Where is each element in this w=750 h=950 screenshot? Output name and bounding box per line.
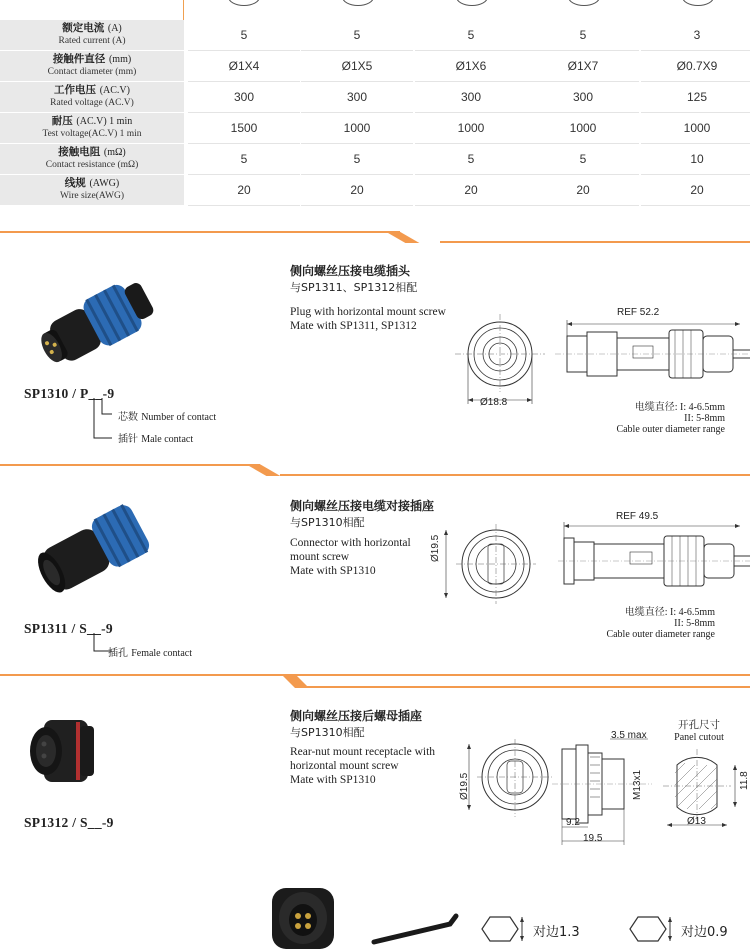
sp1311-model: SP1311 / S__-9 <box>24 621 113 636</box>
dim-label: Ø19.5 <box>430 534 441 562</box>
section-1-heading <box>290 262 417 295</box>
tab-corner <box>246 464 281 476</box>
dim-label: REF 49.5 <box>616 511 659 522</box>
desc-line: Connector with horizontal <box>290 537 411 549</box>
legend-en: Female contact <box>131 648 192 659</box>
desc-line: Mate with SP1310 <box>290 565 376 577</box>
spec-label-zh <box>0 115 184 128</box>
spec-label-zh-text: 线规 <box>64 177 86 189</box>
desc-line: Mate with SP1310 <box>290 774 376 786</box>
legend-en: Male contact <box>141 434 194 445</box>
desc-line: Mate with SP1311, SP1312 <box>290 320 417 332</box>
spec-cell: 300 <box>415 82 527 113</box>
sp1311-front-view-drawing <box>436 522 546 610</box>
desc-line: Rear-nut mount receptacle with <box>290 746 436 758</box>
connector-face-icon <box>228 0 260 6</box>
spec-cell: 5 <box>188 144 300 175</box>
tab-corner <box>281 674 309 688</box>
spec-label-en: Test voltage(AC.V) 1 min <box>42 129 142 139</box>
spec-cell: 5 <box>527 20 639 51</box>
spec-label-en: Wire size(AWG) <box>59 191 124 201</box>
dim-label: Ø19.5 <box>459 772 470 800</box>
spec-label-unit: (AC.V) 1 min <box>76 116 133 127</box>
tool-label: 对边1.3 <box>533 925 580 940</box>
connector-face-icon <box>682 0 714 6</box>
spec-cell: 300 <box>527 82 639 113</box>
cable-line: : I: 4-6.5mm <box>674 402 725 413</box>
spec-label-unit: (mm) <box>108 54 132 65</box>
spec-cell: 10 <box>641 144 750 175</box>
spec-cell: 20 <box>301 175 413 206</box>
section-mate: 与SP1310相配 <box>290 726 365 739</box>
spec-row-label <box>0 113 184 144</box>
dim-label: 19.5 <box>583 833 603 844</box>
section-mate: 与SP1311、SP1312相配 <box>290 281 418 294</box>
panel-en: Panel cutout <box>674 732 724 743</box>
legend-item <box>118 430 193 445</box>
spec-table <box>0 0 750 204</box>
section-2-desc <box>290 536 440 578</box>
spec-cell: 20 <box>641 175 750 206</box>
spec-label-en: Contact diameter (mm) <box>47 67 137 77</box>
tool-label: 对边0.9 <box>681 925 728 940</box>
spec-label-zh-text: 接触件直径 <box>52 53 106 65</box>
spec-label-unit: (mΩ) <box>103 147 126 158</box>
connector-face-icon <box>342 0 374 6</box>
section-3-desc <box>290 745 460 787</box>
dim-label: 3.5 max <box>611 730 647 741</box>
dim-label: Ø13 <box>687 816 706 827</box>
spec-cell: 300 <box>301 82 413 113</box>
spec-label-zh <box>0 53 184 66</box>
spec-label-zh-text: 耐压 <box>51 115 73 127</box>
spec-label-unit: (A) <box>107 23 122 34</box>
spec-row-label <box>0 144 184 175</box>
dim-label: REF 52.2 <box>617 307 660 318</box>
legend-en: Number of contact <box>141 412 217 423</box>
spec-label-zh-text: 额定电流 <box>62 22 105 34</box>
spec-cell: Ø1X7 <box>527 51 639 82</box>
spec-cell: 125 <box>641 82 750 113</box>
spec-row-label <box>0 51 184 82</box>
tab-corner <box>385 231 420 243</box>
spec-row <box>0 82 750 113</box>
spec-row-label <box>0 20 184 51</box>
section-divider <box>0 464 260 466</box>
spec-cell: 5 <box>188 20 300 51</box>
sp1311-side-view-drawing <box>558 522 750 602</box>
cable-line: II: 5-8mm <box>684 413 725 424</box>
cable-line: Cable outer diameter range <box>606 629 715 640</box>
section-divider <box>440 241 750 243</box>
legend-bracket <box>84 398 114 442</box>
section-divider <box>280 474 750 476</box>
spec-label-zh <box>0 177 184 190</box>
spec-cell: Ø0.7X9 <box>641 51 750 82</box>
spec-cell: Ø1X6 <box>415 51 527 82</box>
spec-label-unit: (AC.V) <box>99 85 130 96</box>
dim-label: Ø18.8 <box>480 397 508 408</box>
spec-label-zh-text: 接触电阻 <box>58 146 101 158</box>
spec-row <box>0 144 750 175</box>
spec-row <box>0 51 750 82</box>
cable-zh: 电缆直径 <box>624 607 665 618</box>
spec-label-zh <box>0 22 184 35</box>
desc-line: horizontal mount screw <box>290 760 399 772</box>
spec-cell: Ø1X5 <box>301 51 413 82</box>
spec-cell: 5 <box>301 144 413 175</box>
dim-label: 11.8 <box>739 771 750 790</box>
sp1310-side-view-drawing <box>555 316 750 396</box>
spec-label-zh <box>0 146 184 159</box>
dim-label: 9.2 <box>566 817 580 828</box>
sp1311-product-photo <box>14 495 174 605</box>
hex-1-3-icon <box>474 914 530 944</box>
hex-0-9-icon <box>622 914 678 944</box>
cable-range <box>575 402 725 435</box>
cable-zh: 电缆直径 <box>634 402 675 413</box>
legend-zh: 芯数 <box>118 412 138 423</box>
section-divider <box>0 674 750 676</box>
spec-row <box>0 20 750 51</box>
spec-label-zh <box>0 84 184 97</box>
panel-zh: 开孔尺寸 <box>678 719 720 731</box>
sp1312-product-photo <box>22 712 102 792</box>
spec-cell: 5 <box>301 20 413 51</box>
sp1312-front-view-drawing <box>455 735 555 825</box>
spec-cell: 300 <box>188 82 300 113</box>
section-1-desc <box>290 305 458 333</box>
cable-range <box>563 607 715 640</box>
connector-face-icon <box>568 0 600 6</box>
spec-cell: 1000 <box>641 113 750 144</box>
spec-cell: 20 <box>415 175 527 206</box>
hex-key-photo <box>370 910 465 950</box>
cable-line: Cable outer diameter range <box>616 424 725 435</box>
spec-cell: 20 <box>188 175 300 206</box>
section-2-heading <box>290 497 434 530</box>
desc-line: Plug with horizontal mount screw <box>290 306 446 318</box>
spec-cell: 5 <box>415 20 527 51</box>
sp1310-model: SP1310 / P__-9 <box>24 386 115 401</box>
sp1312-model: SP1312 / S__-9 <box>24 815 114 830</box>
spec-cell: 5 <box>527 144 639 175</box>
legend-item <box>108 644 192 659</box>
cable-line: : I: 4-6.5mm <box>664 607 715 618</box>
spec-row-label <box>0 82 184 113</box>
panel-cutout-heading <box>664 717 734 743</box>
section-title: 侧向螺丝压接后螺母插座 <box>290 709 423 723</box>
section-3-heading <box>290 707 422 740</box>
spec-row-label <box>0 175 184 206</box>
legend-zh: 插孔 <box>108 648 128 659</box>
desc-line: mount screw <box>290 551 350 563</box>
legend-zh: 插针 <box>118 434 138 445</box>
spec-cell: 1000 <box>415 113 527 144</box>
sp1310-product-photo <box>14 265 174 385</box>
spec-cell: 5 <box>415 144 527 175</box>
spec-label-unit: (AWG) <box>89 178 120 189</box>
spec-label-en: Rated current (A) <box>58 36 126 46</box>
spec-cell: Ø1X4 <box>188 51 300 82</box>
spec-cell: 20 <box>527 175 639 206</box>
spec-cell: 3 <box>641 20 750 51</box>
spec-row <box>0 175 750 206</box>
spec-label-en: Contact resistance (mΩ) <box>45 160 139 170</box>
spec-label-en: Rated voltage (AC.V) <box>50 98 134 108</box>
connector-face-icon <box>456 0 488 6</box>
cable-line: II: 5-8mm <box>674 618 715 629</box>
section-mate: 与SP1310相配 <box>290 516 365 529</box>
receptacle-photo <box>258 878 348 949</box>
section-title: 侧向螺丝压接电缆对接插座 <box>290 499 435 513</box>
section-divider <box>0 231 400 233</box>
legend-item <box>118 408 216 423</box>
section-title: 侧向螺丝压接电缆插头 <box>290 264 411 278</box>
spec-cell: 1500 <box>188 113 300 144</box>
spec-cell: 1000 <box>301 113 413 144</box>
section-divider <box>300 686 750 688</box>
dim-label: M13x1 <box>632 769 643 800</box>
spec-row <box>0 113 750 144</box>
spec-cell: 1000 <box>527 113 639 144</box>
spec-label-zh-text: 工作电压 <box>54 84 97 96</box>
